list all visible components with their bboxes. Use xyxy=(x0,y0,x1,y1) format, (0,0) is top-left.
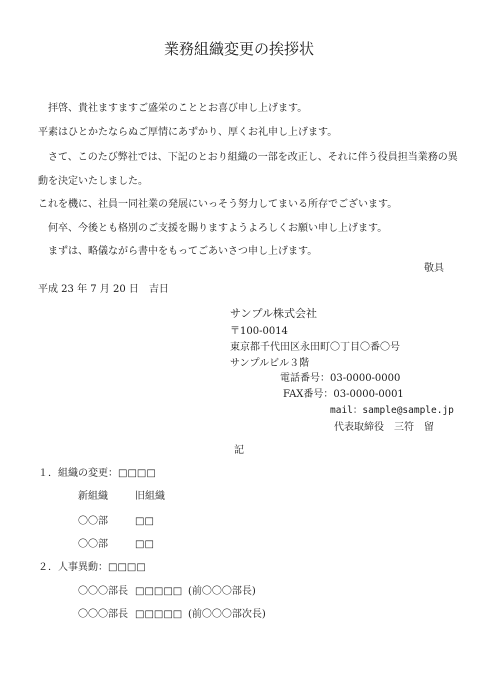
org-row-new: 〇〇部 xyxy=(78,516,108,527)
personnel-previous: (前〇〇〇部長) xyxy=(188,586,256,597)
column-old-org: 旧組織 xyxy=(135,491,165,502)
greeting-line: 拝啓、貴社ますますご盛栄のこととお喜び申し上げます。 xyxy=(48,103,308,114)
sender-fax: FAX番号：03-0000-0001 xyxy=(283,389,404,400)
letter-date: 平成 23 年 7 月 20 日 吉日 xyxy=(38,284,169,295)
org-row-old: □□ xyxy=(135,539,154,550)
body-line-5: これを機に、社員一同社業の発展にいっそう努力してまいる所存でございます。 xyxy=(38,199,398,210)
personnel-position: 〇〇〇部長 xyxy=(78,609,128,620)
personnel-name: □□□□□ xyxy=(135,609,183,620)
sender-building: サンプルビル３階 xyxy=(230,358,310,369)
body-line-2: 平素はひとかたならぬご厚情にあずかり、厚くお礼申し上げます。 xyxy=(38,127,338,138)
closing-keigu: 敬具 xyxy=(424,263,444,274)
body-line-7: まずは、略儀ながら書中をもってごあいさつ申し上げます。 xyxy=(48,246,318,257)
personnel-name: □□□□□ xyxy=(135,586,183,597)
ki-marker: 記 xyxy=(234,445,244,456)
sender-mail: mail：sample@sample.jp xyxy=(330,405,454,416)
sender-phone: 電話番号：03-0000-0000 xyxy=(280,373,401,384)
personnel-previous: (前〇〇〇部次長) xyxy=(188,609,266,620)
body-line-4: 動を決定いたしました。 xyxy=(38,176,148,187)
body-line-3: さて、このたび弊社では、下記のとおり組織の一部を改正し、それに伴う役員担当業務の異 xyxy=(48,152,458,163)
column-new-org: 新組織 xyxy=(78,491,108,502)
document-title: 業務組織変更の挨拶状 xyxy=(163,40,314,58)
personnel-position: 〇〇〇部長 xyxy=(78,586,128,597)
section-personnel-heading: ２．人事異動：□□□□ xyxy=(38,562,146,573)
sender-postal: 〒100-0014 xyxy=(230,326,288,337)
sender-address: 東京都千代田区永田町〇丁目〇番〇号 xyxy=(230,342,400,353)
org-row-old: □□ xyxy=(135,516,154,527)
sender-company: サンプル株式会社 xyxy=(230,307,318,320)
sender-representative: 代表取締役 三符 留 xyxy=(334,422,434,433)
section-org-change-heading: １．組織の変更：□□□□ xyxy=(38,468,156,479)
body-line-6: 何卒、今後とも格別のご支援を賜りますようよろしくお願い申し上げます。 xyxy=(48,223,388,234)
org-row-new: 〇〇部 xyxy=(78,539,108,550)
